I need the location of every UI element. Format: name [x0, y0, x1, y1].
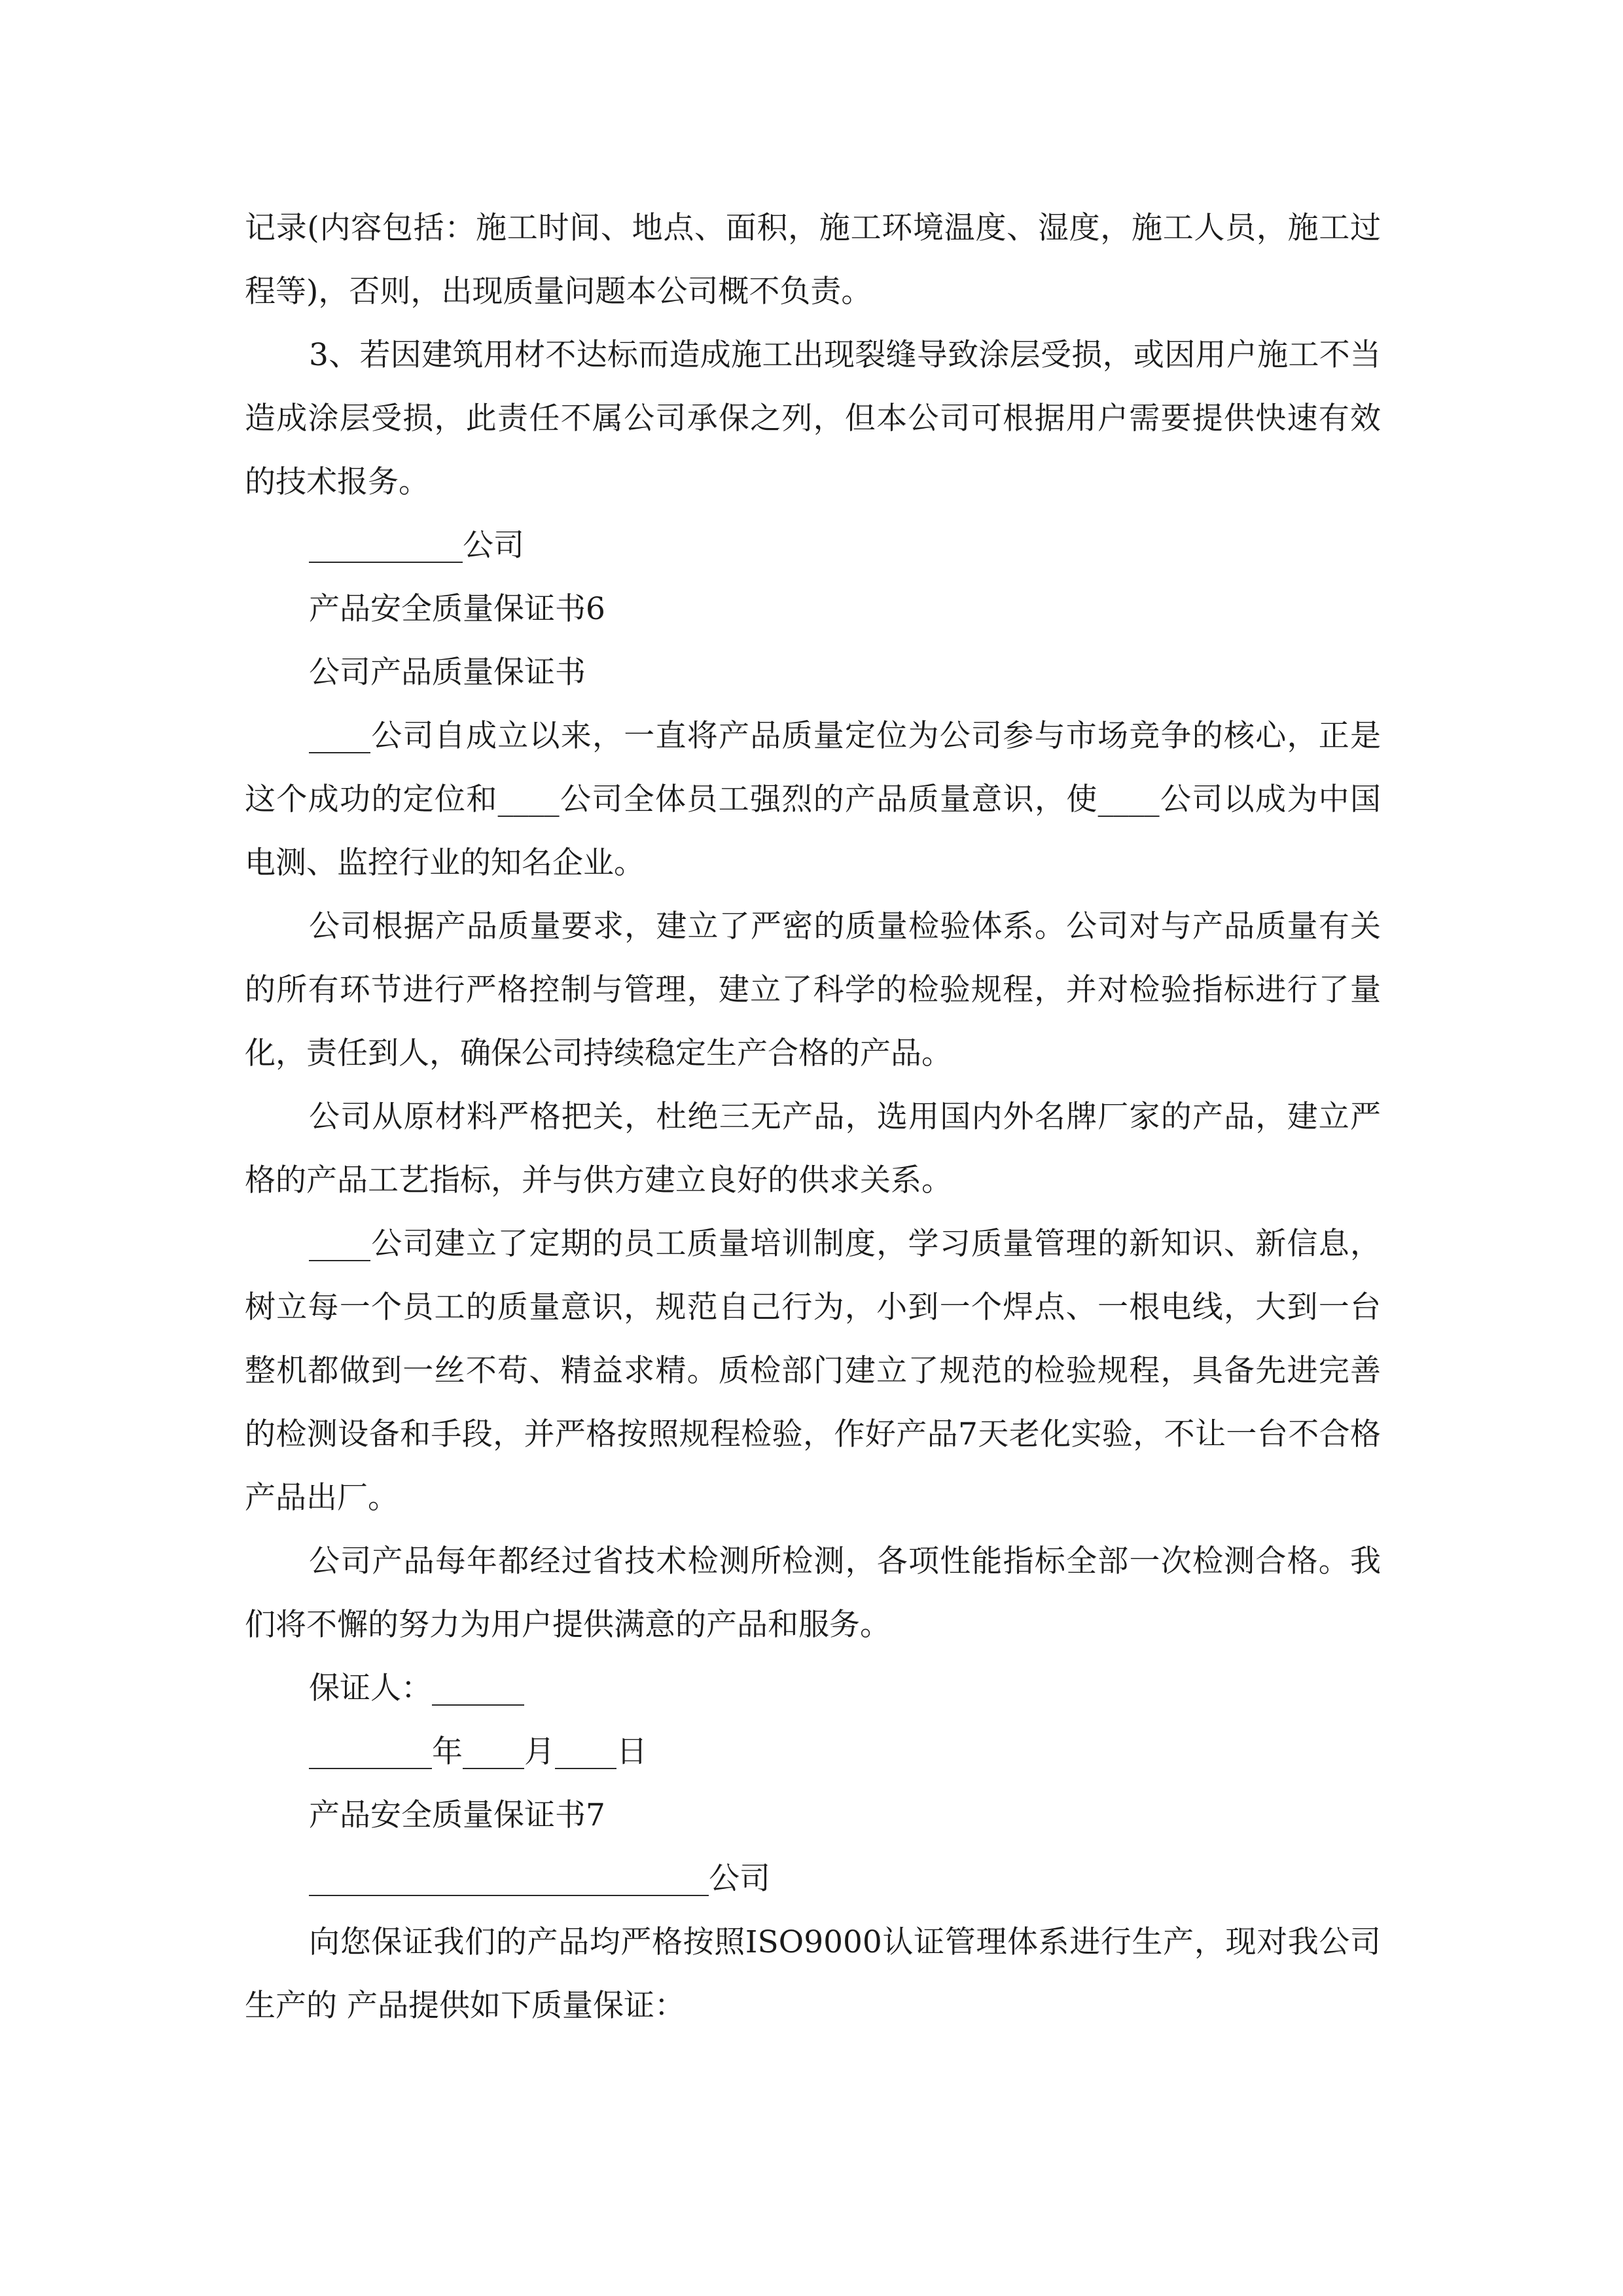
paragraph-clause-3: 3、若因建筑用材不达标而造成施工出现裂缝导致涂层受损，或因用户施工不当造成涂层受损，此责任不属公司承保之列，但本公司可根据用户需要提供快速有效的技术报务。 [245, 337, 1381, 500]
paragraph-inspection-system: 公司根据产品质量要求，建立了严密的质量检验体系。公司对与产品质量有关的所有环节进行严格控制与管理，建立了科学的检验规程，并对检验指标进行了量化，责任到人，确保公司持续稳定生产合格的产品。 [245, 908, 1381, 1071]
section-heading-7: 产品安全质量保证书7 [309, 1797, 605, 1833]
company-name-line: __________________________公司 [309, 1861, 770, 1897]
paragraph-annual-testing: 公司产品每年都经过省技术检测所检测，各项性能指标全部一次检测合格。我们将不懈的努力为用户提供满意的产品和服务。 [245, 1543, 1381, 1643]
section-subtitle: 公司产品质量保证书 [309, 655, 586, 691]
paragraph-record-note: 记录(内容包括：施工时间、地点、面积，施工环境温度、湿度，施工人员，施工过程等)，否则，出现质量问题本公司概不负责。 [245, 210, 1381, 310]
guarantor-line: 保证人：______ [309, 1670, 524, 1706]
date-line: ________年____月____日 [309, 1734, 647, 1770]
company-signature-line: __________公司 [309, 528, 524, 564]
paragraph-training: ____公司建立了定期的员工质量培训制度，学习质量管理的新知识、新信息，树立每一个员工的质量意识，规范自己行为，小到一个焊点、一根电线，大到一台整机都做到一丝不苟、精益求精。质检部门建立了规范的检验规程，具备先进完善的检测设备和手段，并严格按照规程检验，作好产品7天老化实验，不让一台不合格产品出厂。 [245, 1226, 1381, 1516]
section-heading-6: 产品安全质量保证书6 [309, 591, 605, 627]
paragraph-iso-guarantee: 向您保证我们的产品均严格按照ISO9000认证管理体系进行生产，现对我公司生产的 产品提供如下质量保证： [245, 1924, 1381, 2024]
paragraph-company-intro: ____公司自成立以来，一直将产品质量定位为公司参与市场竞争的核心，正是这个成功的定位和____公司全体员工强烈的产品质量意识，使____公司以成为中国电测、监控行业的知名企业。 [245, 718, 1381, 881]
paragraph-raw-materials: 公司从原材料严格把关，杜绝三无产品，选用国内外名牌厂家的产品，建立严格的产品工艺指标，并与供方建立良好的供求关系。 [245, 1099, 1381, 1198]
document-body [245, 196, 1381, 2037]
